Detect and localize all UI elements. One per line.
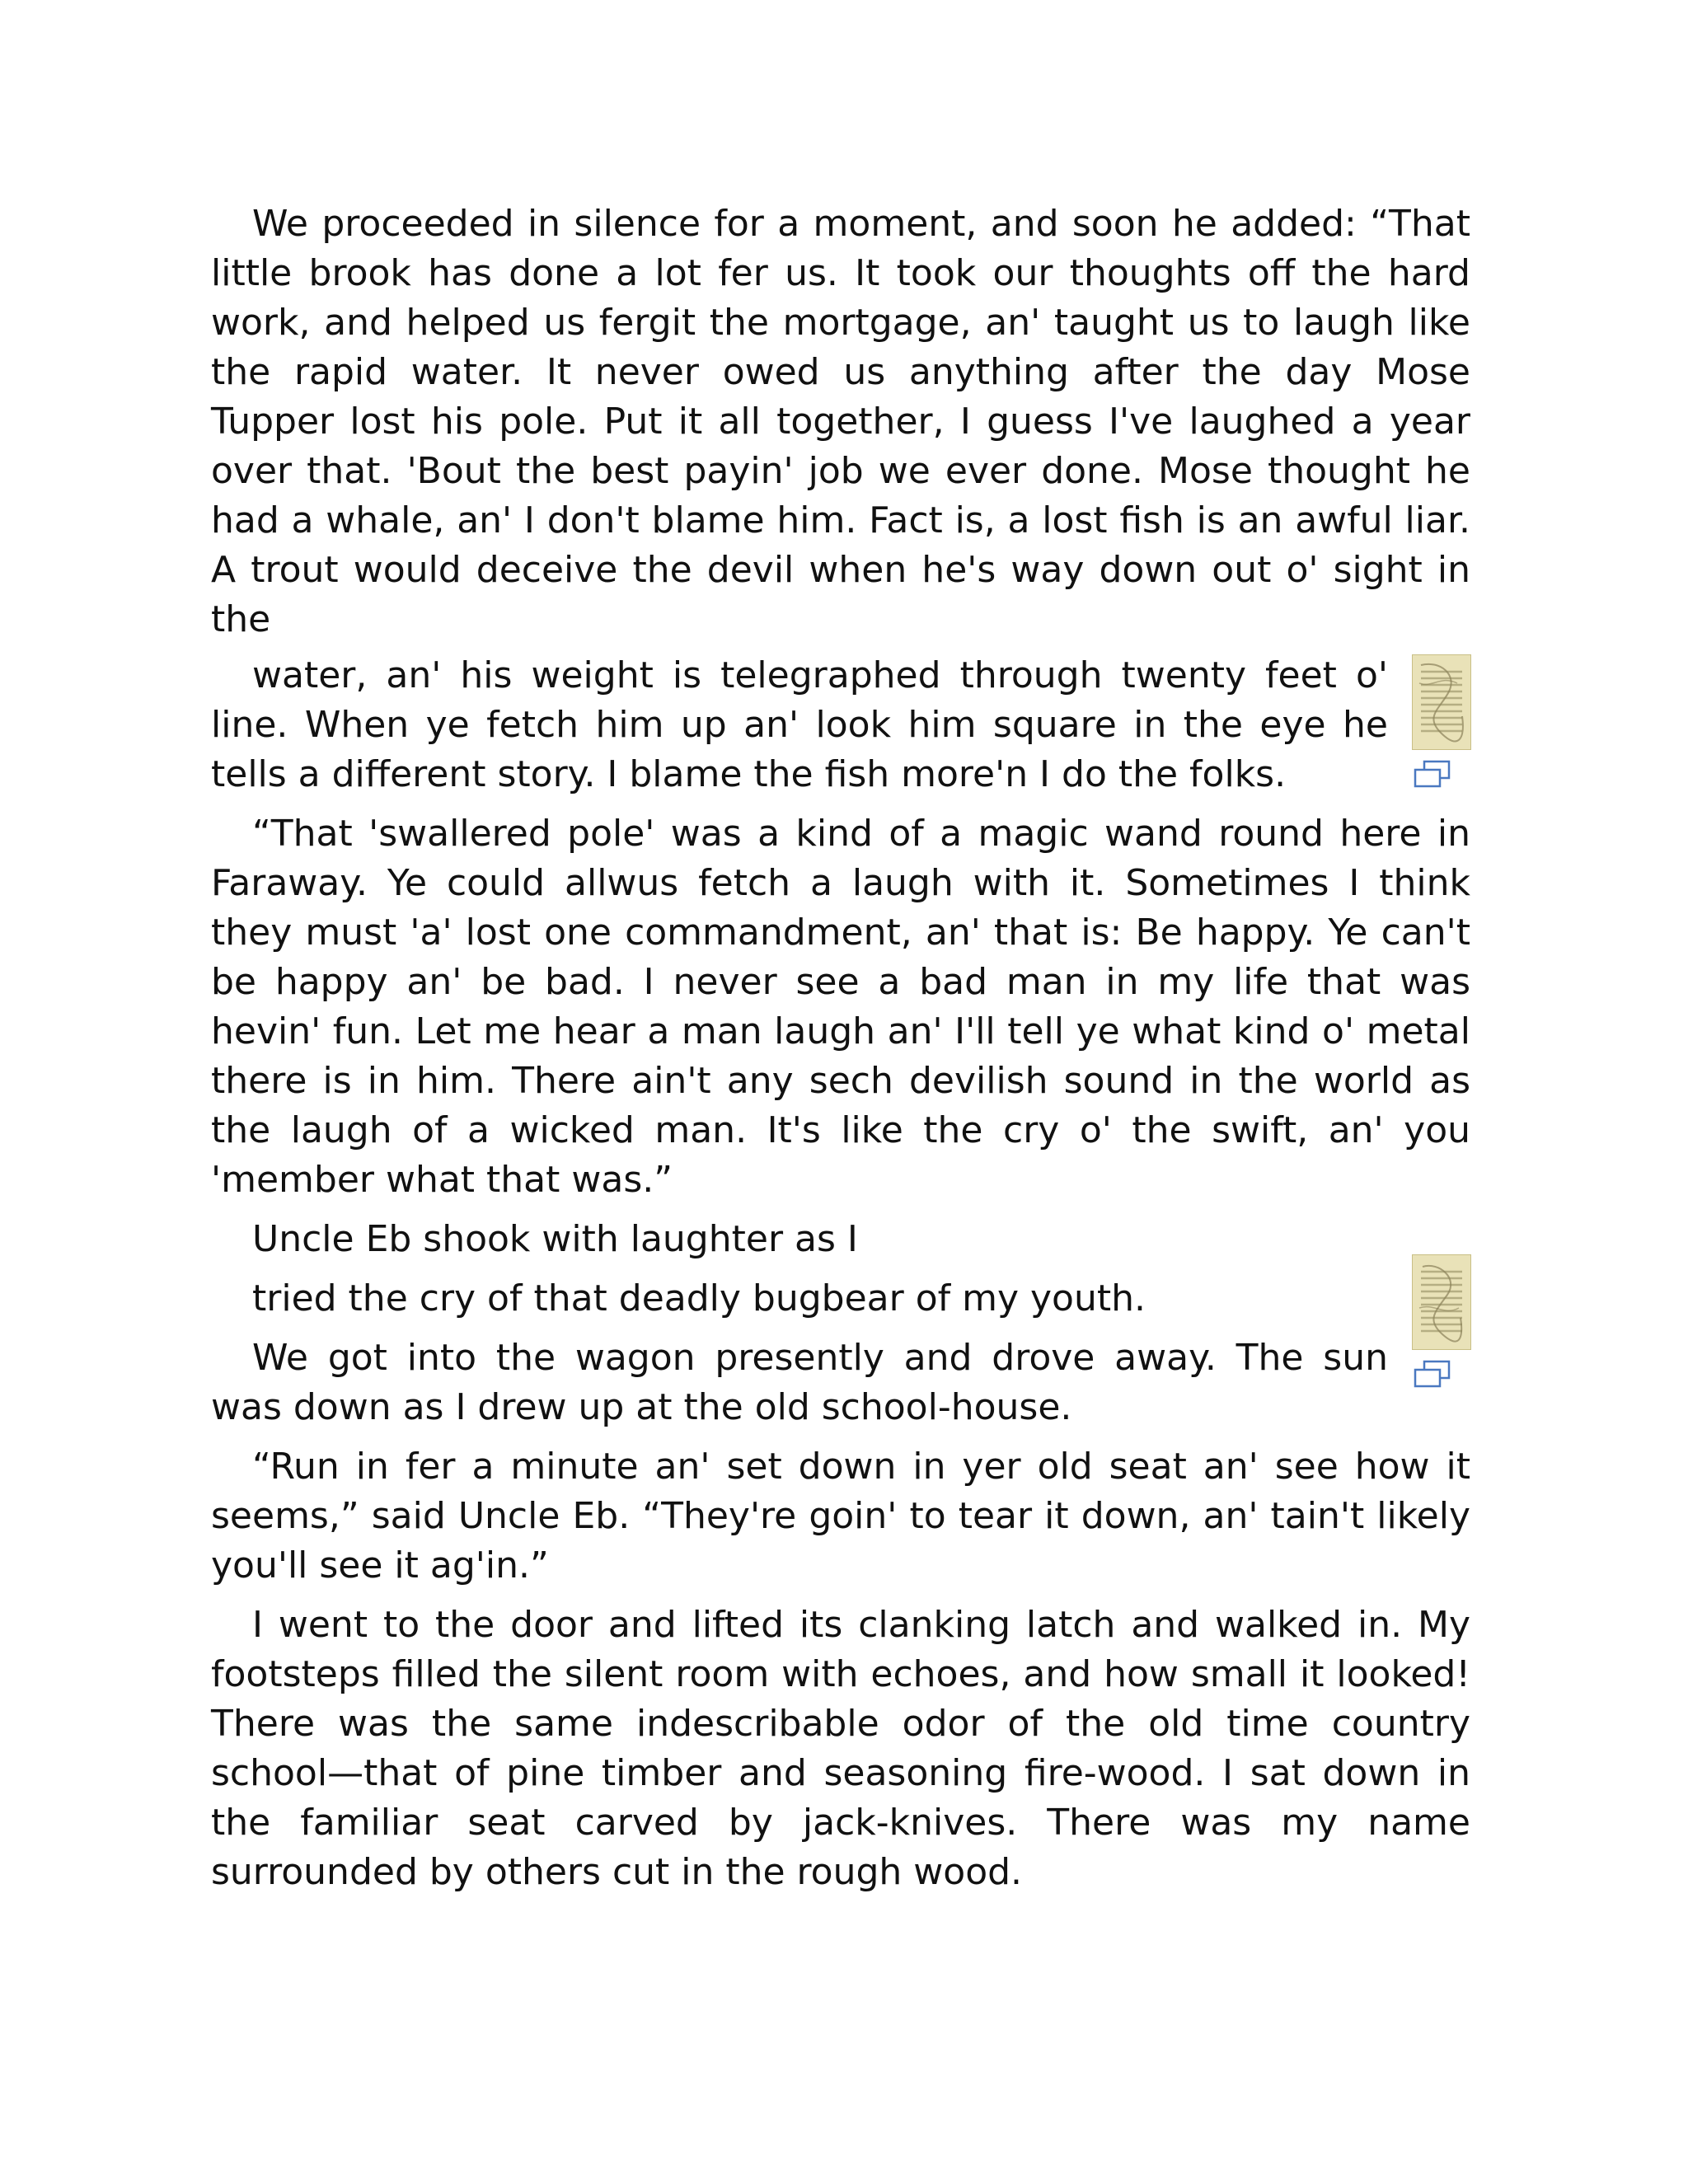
expand-icon[interactable]: [1414, 1360, 1451, 1388]
paragraph: We got into the wagon presently and drove away. The sun was down as I drew up at the old school-house.: [211, 1337, 1388, 1428]
paragraph-block-with-thumbnail: [211, 1274, 1470, 1432]
paragraph: “That 'swallered pole' was a kind of a magic wand round here in Faraway. Ye could allwus fetch a laugh with it. Sometimes I think they must 'a' lost one commandment, an' that is: Be happy. Ye can't be happy an' be bad. I never see a bad man in my life that was hevin' fun. Let me hear a man laugh an' I'll tell ye what kind o' metal there is in him. There ain't any sech devilish sound in the world as the laugh of a wicked man. It's like the cry o' the swift, an' you 'member what that was.”: [211, 813, 1470, 1201]
page-scan-thumbnail-icon[interactable]: [1412, 654, 1471, 750]
page-scan-thumbnail-icon[interactable]: [1412, 1254, 1471, 1350]
thumbnail-container[interactable]: [1412, 654, 1473, 788]
document-page: [211, 199, 1470, 1907]
thumbnail-container[interactable]: [1412, 1254, 1473, 1388]
scan-swirl-icon: [1416, 1258, 1467, 1346]
paragraph: We proceeded in silence for a moment, and soon he added: “That little brook has done a lot fer us. It took our thoughts off the hard work, and helped us fergit the mortgage, an' taught us to laugh like the rapid water. It never owed us anything after the day Mose Tupper lost his pole. Put it all together, I guess I've laughed a year over that. 'Bout the best payin' job we ever done. Mose thought he had a whale, an' I don't blame him. Fact is, a lost fish is an awful liar. A trout would deceive the devil when he's way down out o' sight in the: [211, 203, 1470, 640]
paragraph: “Run in fer a minute an' set down in yer old seat an' see how it seems,” said Uncle Eb. “They're goin' to tear it down, an' tain't likely you'll see it ag'in.”: [211, 1446, 1470, 1586]
paragraph: I went to the door and lifted its clanking latch and walked in. My footsteps filled the silent room with echoes, and how small it looked! There was the same indescribable odor of the old time country school—that of pine timber and seasoning fire-wood. I sat down in the familiar seat carved by jack-knives. There was my name surrounded by others cut in the rough wood.: [211, 1604, 1470, 1893]
scan-swirl-icon: [1416, 658, 1467, 746]
paragraph: tried the cry of that deadly bugbear of my youth.: [252, 1277, 1146, 1319]
paragraph: Uncle Eb shook with laughter as I: [252, 1218, 858, 1260]
paragraph-block-with-thumbnail: [211, 651, 1470, 799]
expand-icon[interactable]: [1414, 760, 1451, 788]
paragraph: water, an' his weight is telegraphed through twenty feet o' line. When ye fetch him up an' look him square in the eye he tells a different story. I blame the fish more'n I do the folks.: [211, 654, 1388, 795]
